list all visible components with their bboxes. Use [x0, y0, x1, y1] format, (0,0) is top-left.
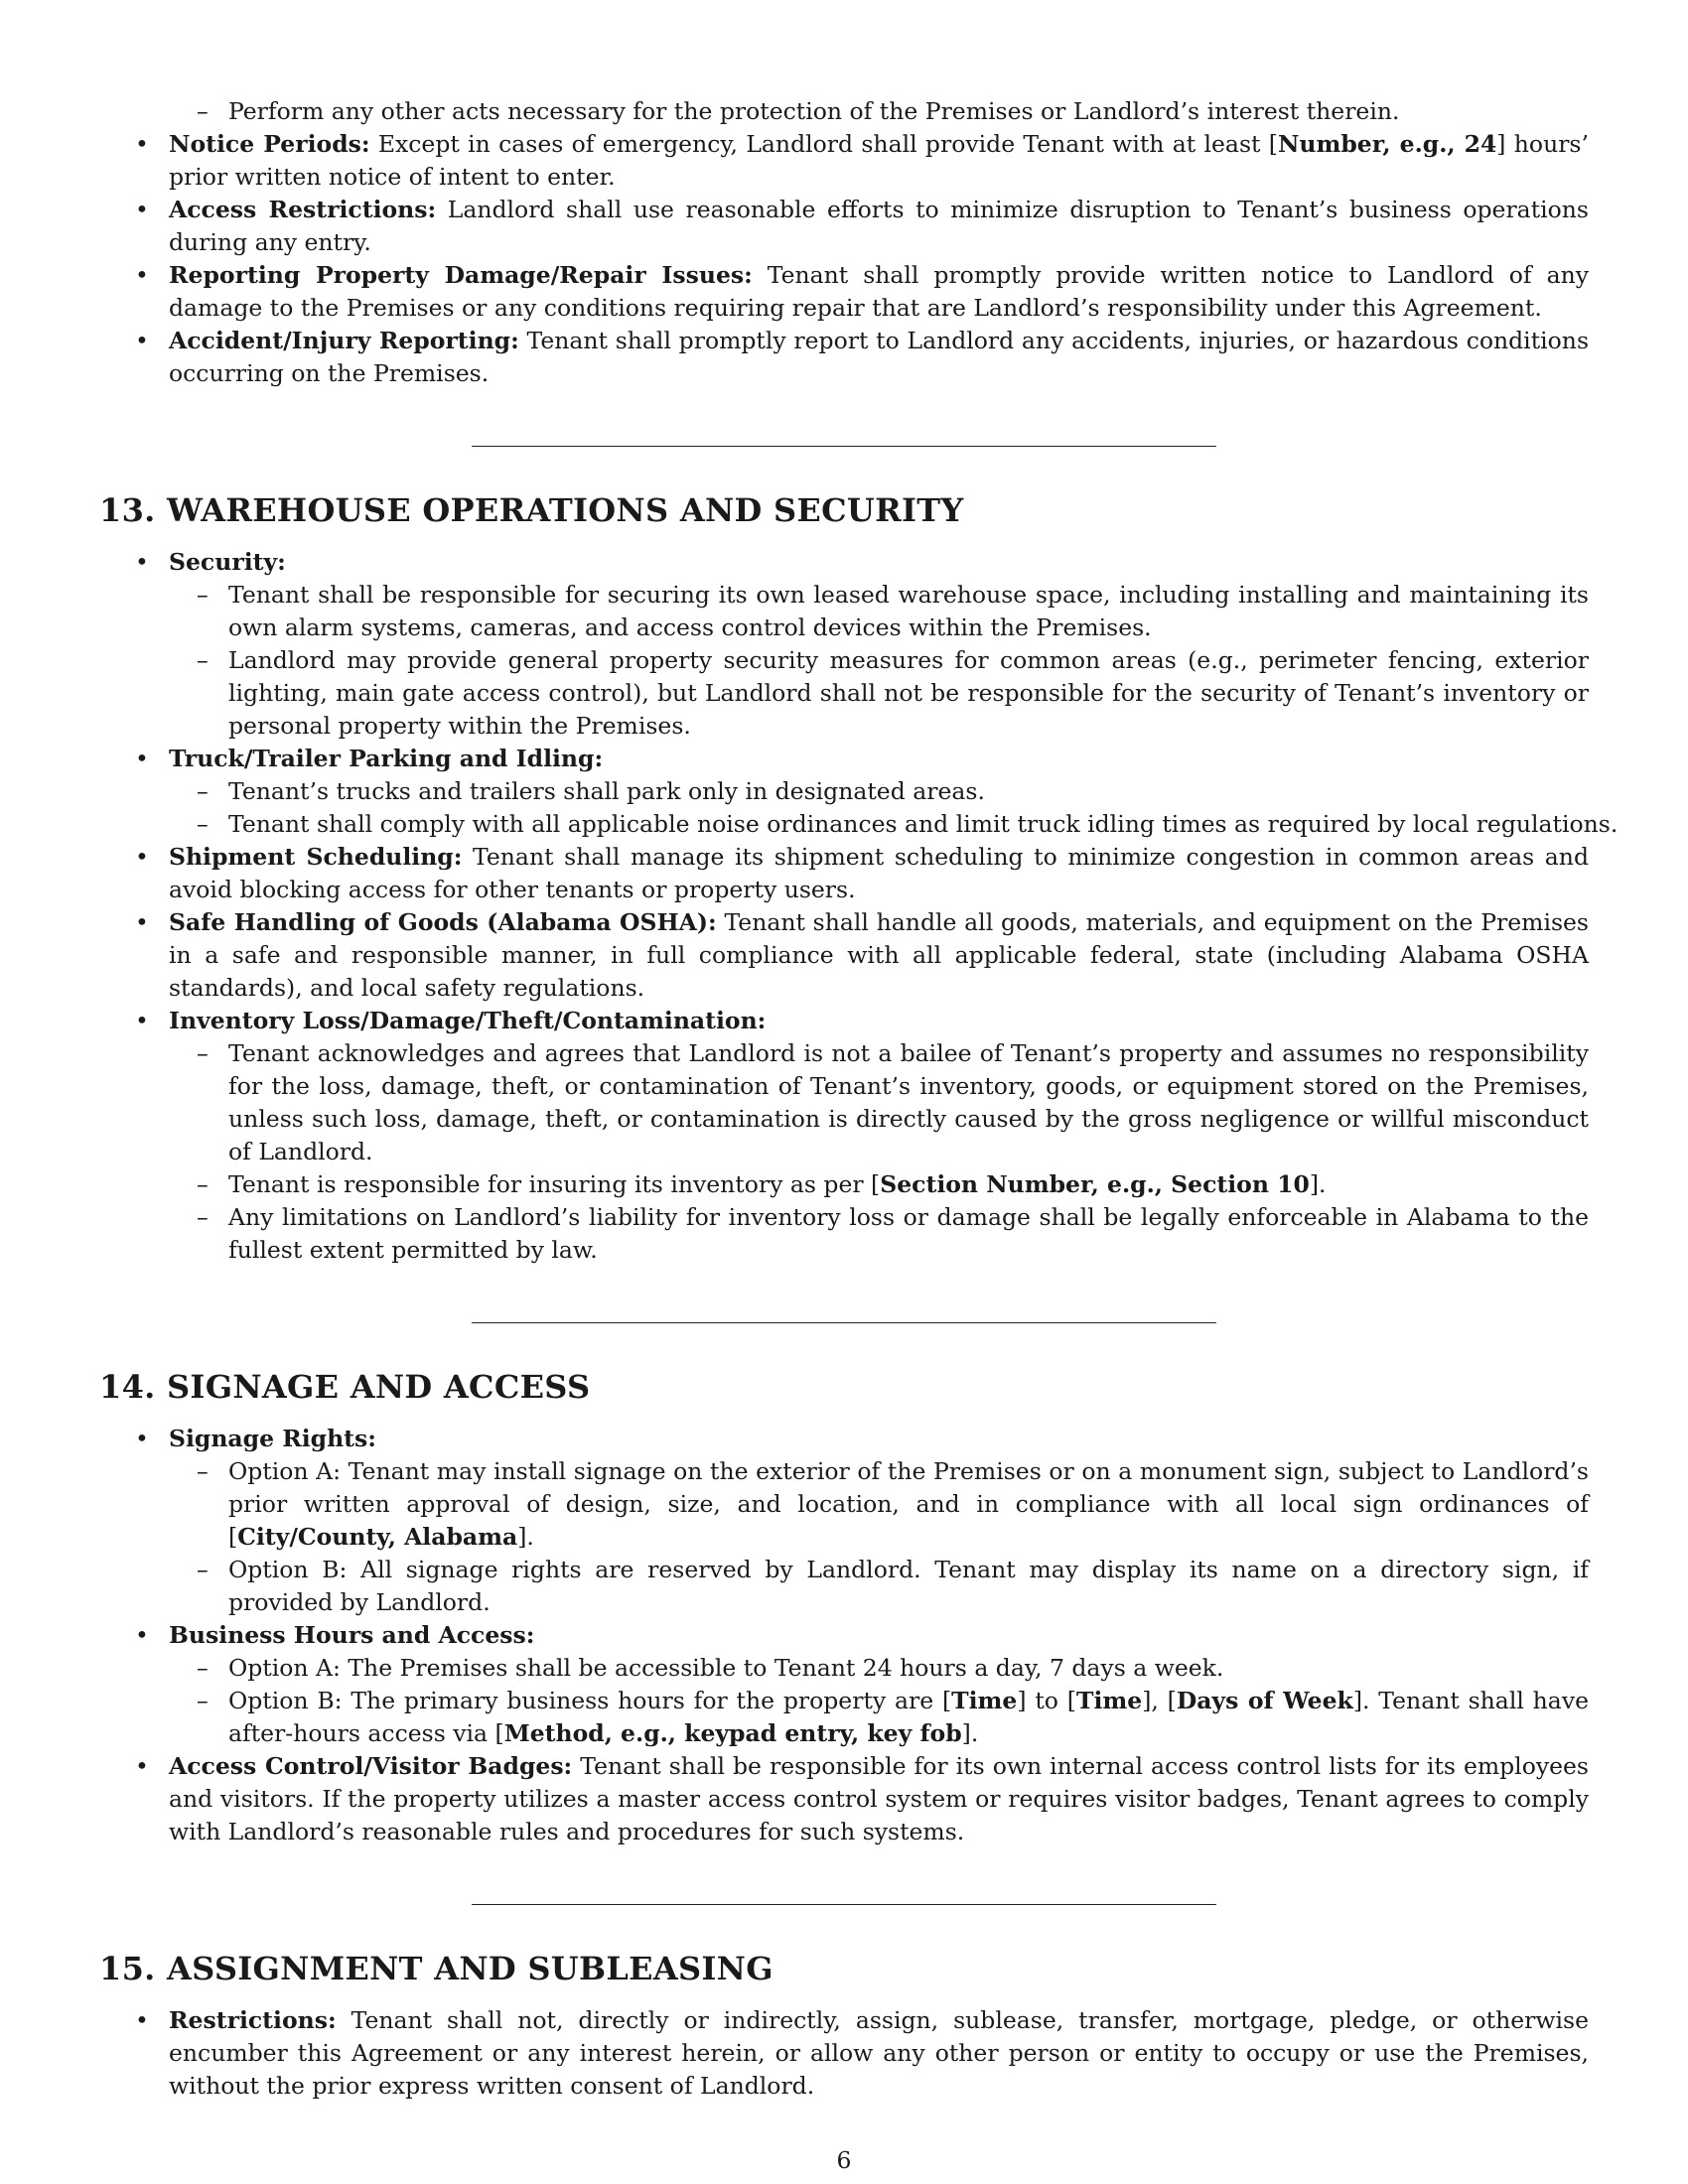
- bullet-access-control: • Access Control/Visitor Badges: Tenant shall be responsible for its own internal access control lists for its employees and visitors. If the property utilizes a master access control system or requires visitor badges, Tenant agrees to comply with Landlord’s reasonable rules and procedures for such systems.: [99, 1750, 1589, 1848]
- bullet-safe-handling: • Safe Handling of Goods (Alabama OSHA): Tenant shall handle all goods, materials, and equipment on the Premises in a safe and responsible manner, in full compliance with all applicable federal, state (including Alabama OSHA standards), and local safety regulations.: [99, 906, 1589, 1005]
- bullet-label: Accident/Injury Reporting:: [169, 327, 519, 354]
- bullet-label: Access Control/Visitor Badges:: [169, 1752, 573, 1780]
- bullet-reporting-damage: • Reporting Property Damage/Repair Issues: Tenant shall promptly provide written notice to Landlord of any damage to the Premises or any conditions requiring repair that are Landlord’s responsibility under this Agreement.: [99, 259, 1589, 325]
- bullet-label: Security:: [169, 548, 286, 576]
- section-13-heading: 13. WAREHOUSE OPERATIONS AND SECURITY: [99, 491, 964, 529]
- bullet-label: Reporting Property Damage/Repair Issues:: [169, 261, 753, 289]
- sub-item: – Tenant’s trucks and trailers shall park only in designated areas.: [169, 775, 1589, 808]
- bullet-signage-rights: [99, 1423, 1589, 1619]
- section-15-heading: 15. ASSIGNMENT AND SUBLEASING: [99, 1950, 774, 1987]
- bullet-label: Signage Rights:: [169, 1425, 376, 1452]
- sub-item: – Tenant shall be responsible for securing its own leased warehouse space, including installing and maintaining its own alarm systems, cameras, and access control devices within the Premises.: [169, 579, 1589, 644]
- bullet-business-hours: [99, 1619, 1589, 1750]
- bullet-access-restrictions: • Access Restrictions: Landlord shall use reasonable efforts to minimize disruption to Tenant’s business operations during any entry.: [99, 194, 1589, 259]
- sub-item: – Landlord may provide general property security measures for common areas (e.g., perimeter fencing, exterior lighting, main gate access control), but Landlord shall not be responsible for the security of Tenant’s inventory or personal property within the Premises.: [169, 644, 1589, 743]
- inventory-sublist: [169, 1037, 1589, 1267]
- security-sublist: [169, 579, 1589, 743]
- sub-item: – Tenant acknowledges and agrees that Landlord is not a bailee of Tenant’s property and assumes no responsibility for the loss, damage, theft, or contamination of Tenant’s inventory, goods, or equipment stored on the Premises, unless such loss, damage, theft, or contamination is directly caused by the gross negligence or willful misconduct of Landlord.: [169, 1037, 1589, 1168]
- section-13-list: [99, 546, 1618, 1267]
- hours-sublist: [169, 1652, 1589, 1750]
- carryover-list: [99, 95, 1589, 128]
- sub-item: – Option B: The primary business hours for the property are [Time] to [Time], [Days of Week]. Tenant shall have after-hours access via [Method, e.g., keypad entry, key fob].: [169, 1685, 1589, 1750]
- bullet-label: Shipment Scheduling:: [169, 843, 463, 871]
- intro-bullet-list: [99, 128, 1589, 390]
- bullet-label: Truck/Trailer Parking and Idling:: [169, 745, 604, 772]
- bullet-shipment-scheduling: • Shipment Scheduling: Tenant shall manage its shipment scheduling to minimize congestion in common areas and avoid blocking access for other tenants or property users.: [99, 841, 1589, 906]
- sub-item: – Tenant is responsible for insuring its inventory as per [Section Number, e.g., Section 10].: [169, 1168, 1589, 1201]
- bullet-security: [99, 546, 1589, 743]
- signage-sublist: [169, 1455, 1589, 1619]
- sub-item: – Any limitations on Landlord’s liability for inventory loss or damage shall be legally enforceable in Alabama to the fullest extent permitted by law.: [169, 1201, 1589, 1267]
- section-15-list: [99, 2004, 1589, 2103]
- section-divider: [472, 1904, 1216, 1905]
- carryover-item: – Perform any other acts necessary for the protection of the Premises or Landlord’s interest therein.: [169, 95, 1589, 128]
- bullet-accident-reporting: • Accident/Injury Reporting: Tenant shall promptly report to Landlord any accidents, injuries, or hazardous conditions occurring on the Premises.: [99, 325, 1589, 390]
- section-14-list: [99, 1423, 1589, 1848]
- bullet-inventory-loss: [99, 1005, 1589, 1267]
- bullet-label: Inventory Loss/Damage/Theft/Contamination:: [169, 1007, 767, 1034]
- bullet-label: Notice Periods:: [169, 130, 370, 158]
- bullet-notice-periods: • Notice Periods: Except in cases of emergency, Landlord shall provide Tenant with at least [Number, e.g., 24] hours’ prior written notice of intent to enter.: [99, 128, 1589, 194]
- bullet-label: Business Hours and Access:: [169, 1621, 535, 1649]
- section-divider: [472, 446, 1216, 447]
- bullet-label: Safe Handling of Goods (Alabama OSHA):: [169, 908, 717, 936]
- section-divider: [472, 1322, 1216, 1323]
- sub-item: – Tenant shall comply with all applicable noise ordinances and limit truck idling times as required by local regulations.: [169, 808, 1589, 841]
- bullet-restrictions: • Restrictions: Tenant shall not, directly or indirectly, assign, sublease, transfer, mortgage, pledge, or otherwise encumber this Agreement or any interest herein, or allow any other person or entity to occupy or use the Premises, without the prior express written consent of Landlord.: [99, 2004, 1589, 2103]
- page-number: 6: [836, 2146, 852, 2174]
- bullet-label: Restrictions:: [169, 2006, 337, 2034]
- bullet-truck-parking: [99, 743, 1618, 841]
- bullet-label: Access Restrictions:: [169, 196, 437, 223]
- truck-sublist: [169, 775, 1618, 841]
- sub-item: – Option A: Tenant may install signage on the exterior of the Premises or on a monument sign, subject to Landlord’s prior written approval of design, size, and location, and in compliance with all local sign ordinances of [City/County, Alabama].: [169, 1455, 1589, 1554]
- sub-item: – Option B: All signage rights are reserved by Landlord. Tenant may display its name on a directory sign, if provided by Landlord.: [169, 1554, 1589, 1619]
- sub-item: – Option A: The Premises shall be accessible to Tenant 24 hours a day, 7 days a week.: [169, 1652, 1589, 1685]
- section-14-heading: 14. SIGNAGE AND ACCESS: [99, 1368, 591, 1406]
